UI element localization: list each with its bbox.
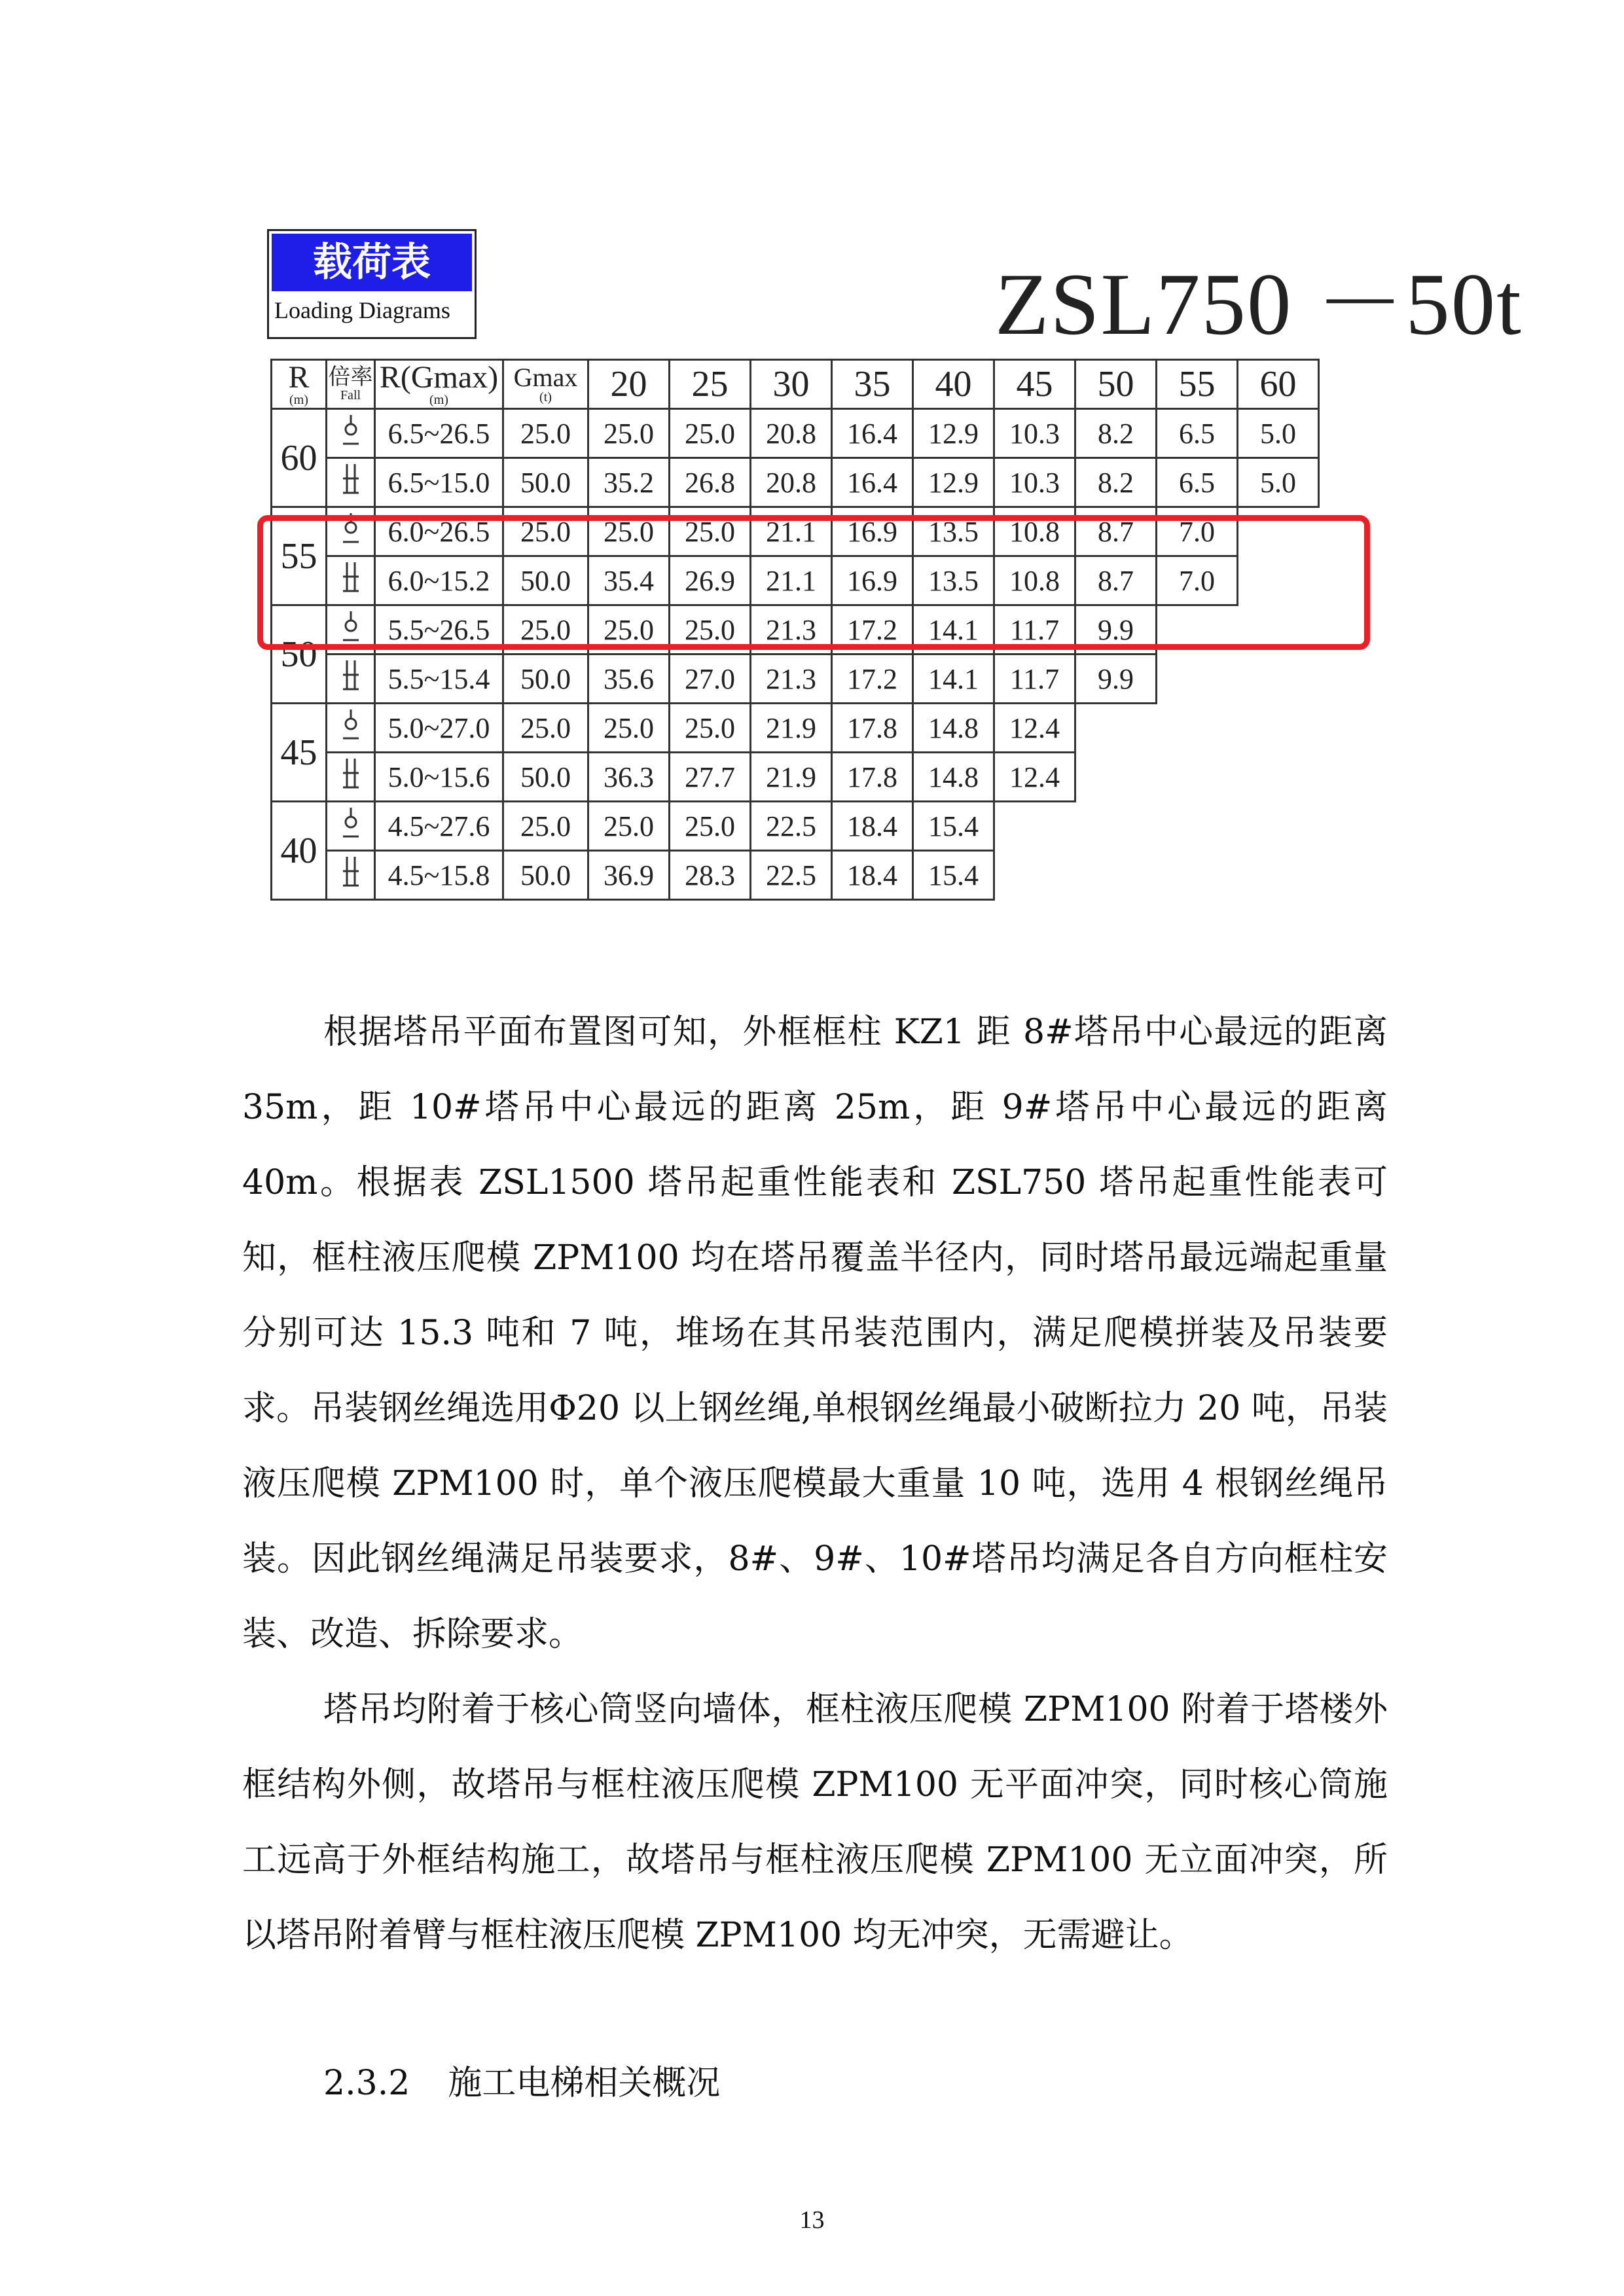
load-value-cell: 11.7 xyxy=(994,655,1075,704)
load-value-cell: 10.8 xyxy=(994,507,1075,556)
range-cell: 6.5~26.5 xyxy=(375,409,503,458)
load-value-cell: 12.9 xyxy=(913,409,994,458)
empty-cell xyxy=(1238,753,1319,802)
load-value-cell: 25.0 xyxy=(588,802,670,851)
double-fall-hook-icon xyxy=(338,855,364,888)
table-row xyxy=(272,704,1319,753)
load-value-cell: 15.4 xyxy=(913,851,994,900)
header-radius: 35 xyxy=(832,360,913,409)
range-cell: 5.0~15.6 xyxy=(375,753,503,802)
load-value-cell: 22.5 xyxy=(751,802,832,851)
empty-cell xyxy=(994,802,1075,851)
range-cell: 6.5~15.0 xyxy=(375,458,503,507)
load-value-cell: 14.1 xyxy=(913,655,994,704)
load-value-cell: 17.2 xyxy=(832,655,913,704)
empty-cell xyxy=(1157,802,1238,851)
load-value-cell: 14.1 xyxy=(913,605,994,655)
load-value-cell: 8.7 xyxy=(1075,507,1157,556)
fall-cell xyxy=(327,458,375,507)
empty-cell xyxy=(1157,753,1238,802)
empty-cell xyxy=(994,851,1075,900)
gmax-cell: 25.0 xyxy=(503,409,588,458)
gmax-cell: 50.0 xyxy=(503,458,588,507)
load-value-cell: 5.0 xyxy=(1238,458,1319,507)
range-cell: 4.5~15.8 xyxy=(375,851,503,900)
range-cell: 6.0~26.5 xyxy=(375,507,503,556)
table-row xyxy=(272,753,1319,802)
header-radius: 45 xyxy=(994,360,1075,409)
load-value-cell: 13.5 xyxy=(913,556,994,605)
fall-cell xyxy=(327,704,375,753)
load-table-subtitle: Loading Diagrams xyxy=(274,297,450,323)
load-value-cell: 12.4 xyxy=(994,753,1075,802)
load-value-cell: 8.2 xyxy=(1075,409,1157,458)
table-row xyxy=(272,655,1319,704)
load-value-cell: 10.8 xyxy=(994,556,1075,605)
load-table-title: 载荷表 xyxy=(272,234,472,291)
fall-cell xyxy=(327,802,375,851)
load-value-cell: 27.7 xyxy=(670,753,751,802)
gmax-cell: 50.0 xyxy=(503,753,588,802)
load-value-cell: 15.4 xyxy=(913,802,994,851)
header-radius: 55 xyxy=(1157,360,1238,409)
range-cell: 5.0~27.0 xyxy=(375,704,503,753)
boom-length-cell: 60 xyxy=(272,409,327,507)
load-value-cell: 21.9 xyxy=(751,753,832,802)
fall-cell xyxy=(327,655,375,704)
load-value-cell: 16.4 xyxy=(832,458,913,507)
boom-length-cell: 50 xyxy=(272,605,327,704)
load-value-cell: 20.8 xyxy=(751,458,832,507)
single-fall-hook-icon xyxy=(338,708,364,741)
load-value-cell: 14.8 xyxy=(913,704,994,753)
table-row xyxy=(272,802,1319,851)
empty-cell xyxy=(1238,655,1319,704)
gmax-cell: 25.0 xyxy=(503,704,588,753)
load-value-cell: 26.8 xyxy=(670,458,751,507)
boom-length-cell: 55 xyxy=(272,507,327,605)
load-value-cell: 17.8 xyxy=(832,704,913,753)
fall-cell xyxy=(327,409,375,458)
double-fall-hook-icon xyxy=(338,659,364,692)
fall-cell xyxy=(327,851,375,900)
load-value-cell: 7.0 xyxy=(1157,556,1238,605)
load-value-cell: 14.8 xyxy=(913,753,994,802)
single-fall-hook-icon xyxy=(338,414,364,446)
load-value-cell: 5.0 xyxy=(1238,409,1319,458)
load-value-cell: 17.8 xyxy=(832,753,913,802)
load-value-cell: 9.9 xyxy=(1075,655,1157,704)
page-number: 13 xyxy=(799,2206,825,2234)
header-radius: 60 xyxy=(1238,360,1319,409)
load-value-cell: 9.9 xyxy=(1075,605,1157,655)
load-value-cell: 35.4 xyxy=(588,556,670,605)
empty-cell xyxy=(1075,851,1157,900)
empty-cell xyxy=(1075,753,1157,802)
load-value-cell: 17.2 xyxy=(832,605,913,655)
table-row xyxy=(272,409,1319,458)
load-value-cell: 36.9 xyxy=(588,851,670,900)
empty-cell xyxy=(1075,704,1157,753)
load-value-cell: 25.0 xyxy=(670,802,751,851)
section-title: 施工电梯相关概况 xyxy=(448,2064,721,2103)
empty-cell xyxy=(1238,851,1319,900)
load-value-cell: 21.1 xyxy=(751,507,832,556)
load-value-cell: 12.9 xyxy=(913,458,994,507)
header-radius: 50 xyxy=(1075,360,1157,409)
load-value-cell: 13.5 xyxy=(913,507,994,556)
range-cell: 6.0~15.2 xyxy=(375,556,503,605)
gmax-cell: 25.0 xyxy=(503,507,588,556)
load-value-cell: 16.9 xyxy=(832,556,913,605)
range-cell: 5.5~15.4 xyxy=(375,655,503,704)
load-value-cell: 36.3 xyxy=(588,753,670,802)
table-row xyxy=(272,458,1319,507)
gmax-cell: 50.0 xyxy=(503,655,588,704)
section-number: 2.3.2 xyxy=(323,2064,410,2103)
double-fall-hook-icon xyxy=(338,463,364,495)
boom-length-cell: 40 xyxy=(272,802,327,900)
empty-cell xyxy=(1238,802,1319,851)
boom-length-cell: 45 xyxy=(272,704,327,802)
empty-cell xyxy=(1157,704,1238,753)
load-value-cell: 25.0 xyxy=(670,507,751,556)
header-r-gmax: R(Gmax) (m) xyxy=(375,360,503,409)
load-value-cell: 21.3 xyxy=(751,605,832,655)
load-value-cell: 25.0 xyxy=(588,409,670,458)
load-value-cell: 18.4 xyxy=(832,851,913,900)
load-value-cell: 16.4 xyxy=(832,409,913,458)
load-value-cell: 21.1 xyxy=(751,556,832,605)
header-gmax: Gmax (t) xyxy=(503,360,588,409)
header-r: R (m) xyxy=(272,360,327,409)
load-value-cell: 18.4 xyxy=(832,802,913,851)
gmax-cell: 25.0 xyxy=(503,802,588,851)
load-value-cell: 12.4 xyxy=(994,704,1075,753)
load-value-cell: 21.3 xyxy=(751,655,832,704)
single-fall-hook-icon xyxy=(338,806,364,839)
table-row xyxy=(272,851,1319,900)
gmax-cell: 50.0 xyxy=(503,556,588,605)
load-value-cell: 25.0 xyxy=(588,507,670,556)
range-cell: 5.5~26.5 xyxy=(375,605,503,655)
highlight-box xyxy=(257,515,1370,650)
load-value-cell: 28.3 xyxy=(670,851,751,900)
load-value-cell: 25.0 xyxy=(588,704,670,753)
header-radius: 25 xyxy=(670,360,751,409)
empty-cell xyxy=(1157,851,1238,900)
header-radius: 30 xyxy=(751,360,832,409)
load-value-cell: 20.8 xyxy=(751,409,832,458)
body-paragraph: 塔吊均附着于核心筒竖向墙体，框柱液压爬模 ZPM100 附着于塔楼外框结构外侧，故塔吊与框柱液压爬模 ZPM100 无平面冲突，同时核心筒施工远高于外框结构施工，故塔吊与框柱液压爬模 ZPM100 无立面冲突，所以塔吊附着臂与框柱液压爬模 ZPM100 均无冲突，无需避让。 xyxy=(242,1690,1388,1955)
range-cell: 4.5~27.6 xyxy=(375,802,503,851)
load-value-cell: 6.5 xyxy=(1157,458,1238,507)
load-value-cell: 25.0 xyxy=(588,605,670,655)
load-value-cell: 8.2 xyxy=(1075,458,1157,507)
section-heading xyxy=(323,2055,720,2104)
load-value-cell: 16.9 xyxy=(832,507,913,556)
empty-cell xyxy=(1238,704,1319,753)
crane-model: ZSL750 －50t xyxy=(995,256,1523,353)
body-paragraph: 根据塔吊平面布置图可知，外框框柱 KZ1 距 8#塔吊中心最远的距离 35m，距 10#塔吊中心最远的距离 25m，距 9#塔吊中心最远的距离 40m。根据表 ZSL1500 塔吊起重性能表和 ZSL750 塔吊起重性能表可知，框柱液压爬模 ZPM100 均在塔吊覆盖半径内，同时塔吊最远端起重量分别可达 15.3 吨和 7 吨，堆场在其吊装范围内，满足爬模拼装及吊装要求。吊装钢丝绳选用Φ20 以上钢丝绳,单根钢丝绳最小破断拉力 20 吨，吊装液压爬模 ZPM100 时，单个液压爬模最大重量 10 吨，选用 4 根钢丝绳吊装。因此钢丝绳满足吊装要求，8#、9#、10#塔吊均满足各自方向框柱安装、改造、拆除要求。 xyxy=(242,1013,1388,1654)
load-value-cell: 27.0 xyxy=(670,655,751,704)
load-value-cell: 10.3 xyxy=(994,409,1075,458)
load-value-cell: 25.0 xyxy=(670,605,751,655)
load-value-cell: 22.5 xyxy=(751,851,832,900)
load-value-cell: 25.0 xyxy=(670,704,751,753)
load-value-cell: 6.5 xyxy=(1157,409,1238,458)
load-value-cell: 35.6 xyxy=(588,655,670,704)
gmax-cell: 50.0 xyxy=(503,851,588,900)
gmax-cell: 25.0 xyxy=(503,605,588,655)
load-value-cell: 11.7 xyxy=(994,605,1075,655)
load-value-cell: 26.9 xyxy=(670,556,751,605)
load-value-cell: 25.0 xyxy=(670,409,751,458)
double-fall-hook-icon xyxy=(338,757,364,790)
header-fall: 倍率 Fall xyxy=(327,360,375,409)
fall-cell xyxy=(327,753,375,802)
load-value-cell: 35.2 xyxy=(588,458,670,507)
header-radius: 40 xyxy=(913,360,994,409)
header-radius: 20 xyxy=(588,360,670,409)
empty-cell xyxy=(1075,802,1157,851)
load-value-cell: 10.3 xyxy=(994,458,1075,507)
load-value-cell: 8.7 xyxy=(1075,556,1157,605)
load-value-cell: 7.0 xyxy=(1157,507,1238,556)
table-header-row xyxy=(272,360,1319,409)
load-value-cell: 21.9 xyxy=(751,704,832,753)
loading-diagram-label xyxy=(267,229,477,339)
empty-cell xyxy=(1157,655,1238,704)
